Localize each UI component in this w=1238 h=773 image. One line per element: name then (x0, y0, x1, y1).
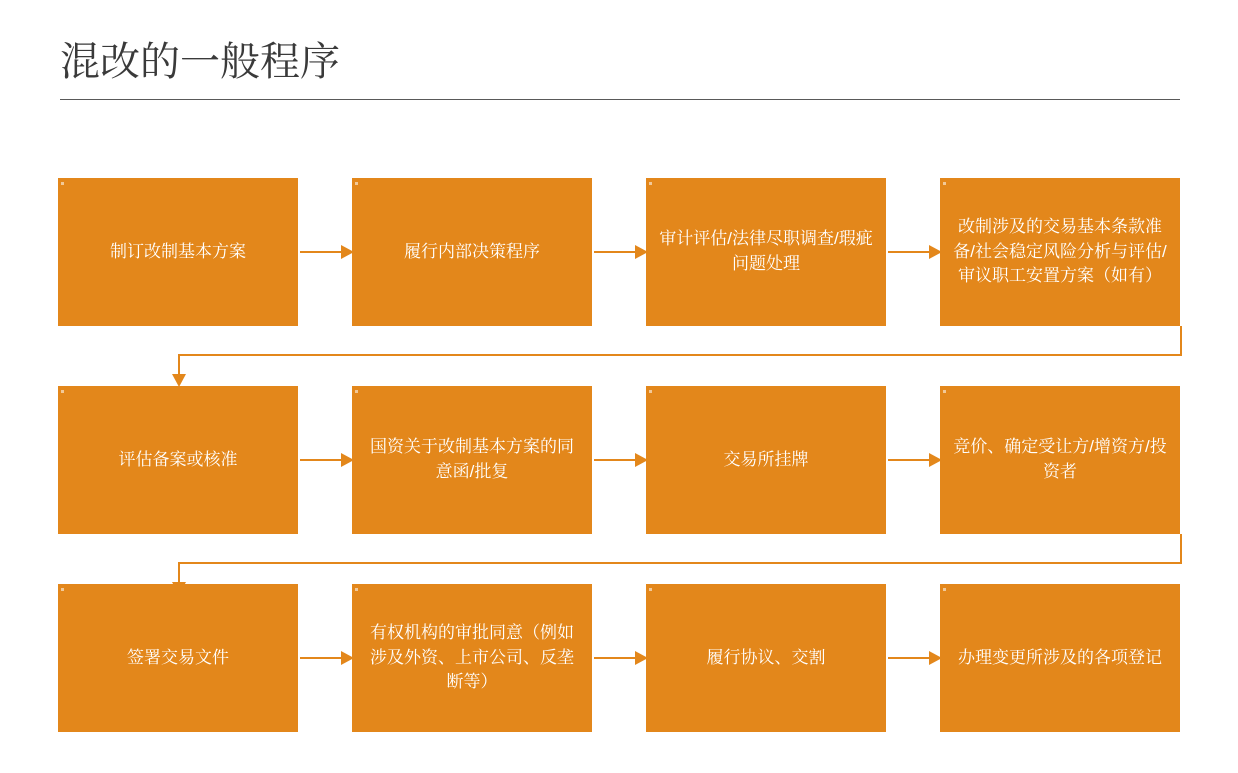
flow-node[interactable] (58, 584, 298, 732)
arrow-right-icon (594, 453, 648, 467)
flow-node-label: 履行内部决策程序 (404, 241, 540, 261)
arrow-right-icon (594, 651, 648, 665)
flow-node-label: 改制涉及的交易基本条款准备/社会稳定风险分析与评估/审议职工安置方案（如有） (953, 217, 1167, 286)
arrow-right-icon (300, 453, 354, 467)
flow-node[interactable] (352, 386, 592, 534)
flow-row-1 (58, 178, 1182, 326)
flow-node[interactable] (940, 178, 1180, 326)
flow-node[interactable] (646, 386, 886, 534)
flow-node-label: 有权机构的审批同意（例如涉及外资、上市公司、反垄断等） (370, 623, 574, 692)
flow-node-label: 竞价、确定受让方/增资方/投资者 (953, 437, 1167, 481)
flow-node-label: 办理变更所涉及的各项登记 (958, 647, 1162, 667)
arrow-right-icon (888, 245, 942, 259)
arrow-right-icon (300, 651, 354, 665)
wrap-connector-icon (58, 326, 1182, 390)
flow-node-label: 交易所挂牌 (723, 449, 809, 469)
arrow-right-icon (594, 245, 648, 259)
arrow-right-icon (300, 245, 354, 259)
flow-node-label: 评估备案或核准 (118, 449, 238, 469)
flow-node-label: 签署交易文件 (127, 647, 229, 667)
flow-node-label: 审计评估/法律尽职调查/瑕疵问题处理 (659, 229, 873, 273)
flow-row-3 (58, 584, 1182, 732)
arrow-right-icon (888, 453, 942, 467)
flow-node[interactable] (646, 584, 886, 732)
flow-node-label: 制订改制基本方案 (110, 241, 246, 261)
flow-node[interactable] (646, 178, 886, 326)
flow-node[interactable] (58, 386, 298, 534)
page-title: 混改的一般程序 (60, 40, 340, 84)
flow-node[interactable] (58, 178, 298, 326)
flow-node[interactable] (940, 386, 1180, 534)
arrow-right-icon (888, 651, 942, 665)
flow-node[interactable] (352, 178, 592, 326)
flow-node-label: 国资关于改制基本方案的同意函/批复 (370, 437, 574, 481)
flow-node[interactable] (352, 584, 592, 732)
flow-node[interactable] (940, 584, 1180, 732)
flow-node-label: 履行协议、交割 (706, 647, 826, 667)
flow-row-2 (58, 386, 1182, 534)
